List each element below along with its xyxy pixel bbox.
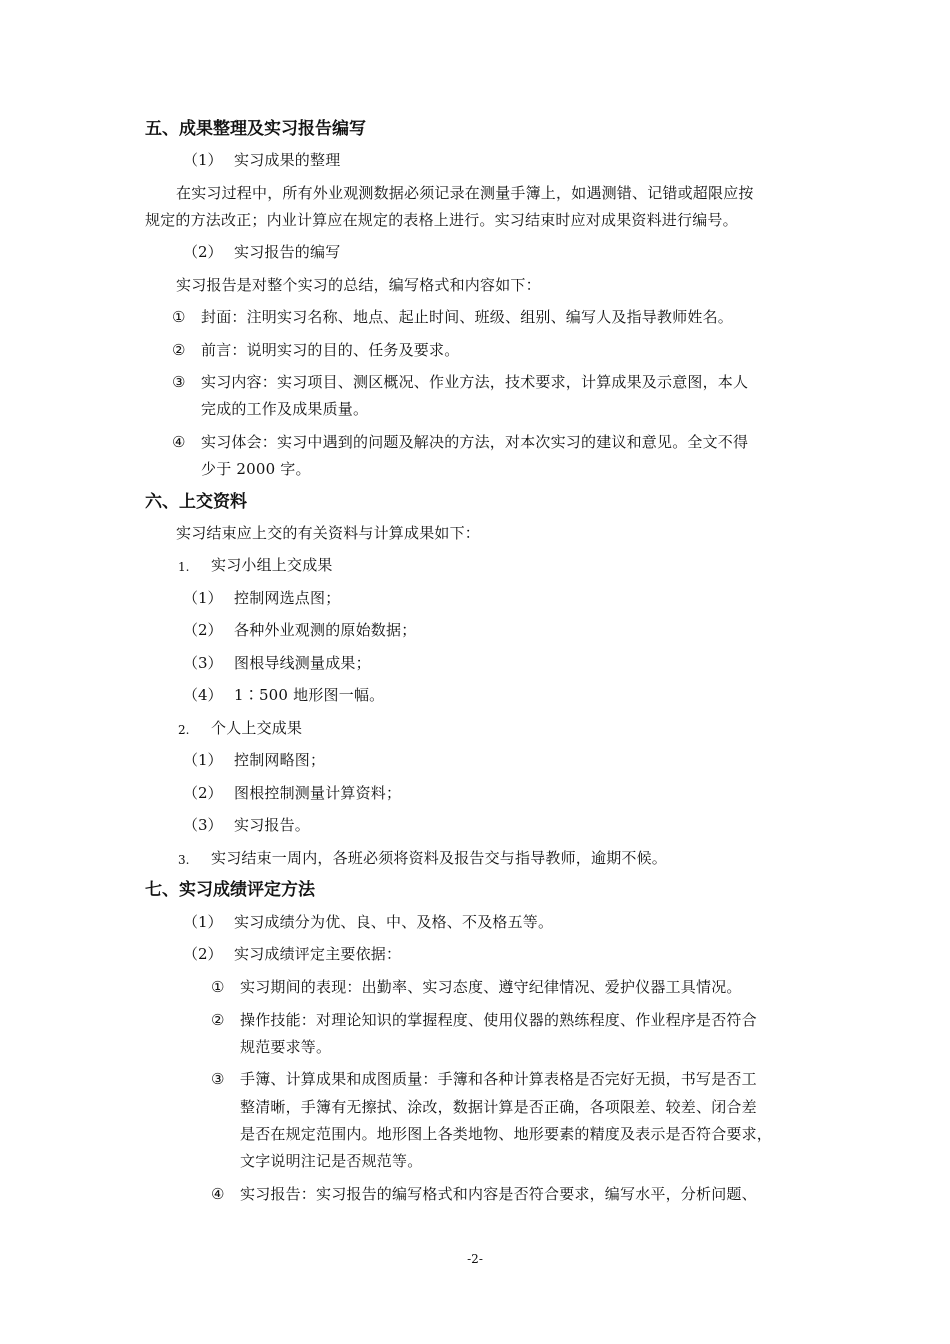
- section-7-list-item-2-line-2: 规范要求等。: [240, 1038, 332, 1056]
- section-5-list-item-3-line-2: 完成的工作及成果质量。: [201, 400, 369, 418]
- section-5-list-marker-2: ②: [172, 341, 186, 359]
- section-6-group-2-item-3-marker: （3）: [183, 816, 223, 834]
- section-6-group-1-item-2-marker: （2）: [183, 621, 223, 639]
- section-7-list-marker-2: ②: [211, 1011, 225, 1029]
- section-7-item-2: 实习成绩评定主要依据：: [234, 945, 402, 963]
- section-7-list-marker-4: ④: [211, 1185, 225, 1203]
- section-5-list-marker-3: ③: [172, 373, 186, 391]
- section-7-item-1-marker: （1）: [183, 913, 223, 931]
- section-6-group-2-item-1: 控制网略图；: [234, 751, 326, 769]
- section-6-group-2-item-3: 实习报告。: [234, 816, 311, 834]
- section-7-list-item-3-line-2: 整清晰，手簿有无擦拭、涂改，数据计算是否正确，各项限差、较差、闭合差: [240, 1098, 757, 1116]
- page-number: -2-: [467, 1252, 483, 1266]
- section-5-paragraph-2: 实习报告是对整个实习的总结，编写格式和内容如下：: [176, 276, 541, 294]
- section-5-list-item-3-line-1: 实习内容：实习项目、测区概况、作业方法，技术要求，计算成果及示意图，本人: [201, 373, 749, 391]
- section-7-list-item-3-line-4: 文字说明注记是否规范等。: [240, 1152, 423, 1170]
- section-6-group-1-item-3-marker: （3）: [183, 654, 223, 672]
- section-6-group-1-label: 实习小组上交成果: [211, 556, 333, 574]
- section-6-group-3-label: 实习结束一周内，各班必须将资料及报告交与指导教师，逾期不候。: [211, 849, 668, 867]
- section-7-list-marker-1: ①: [211, 978, 225, 996]
- section-5-item-1-marker: （1）: [183, 151, 223, 169]
- section-7-item-1: 实习成绩分为优、良、中、及格、不及格五等。: [234, 913, 554, 931]
- section-6-group-1-item-4: 1∶500 地形图一幅。: [234, 686, 385, 704]
- section-5-list-marker-4: ④: [172, 433, 186, 451]
- section-5-item-2-label: 实习报告的编写: [234, 243, 341, 261]
- section-7-list-marker-3: ③: [211, 1070, 225, 1088]
- section-5-list-item-2: 前言：说明实习的目的、任务及要求。: [201, 341, 460, 359]
- section-5-list-item-1: 封面：注明实习名称、地点、起止时间、班级、组别、编写人及指导教师姓名。: [201, 308, 734, 326]
- section-7-list-item-1: 实习期间的表现：出勤率、实习态度、遵守纪律情况、爱护仪器工具情况。: [240, 978, 742, 996]
- section-7-item-2-marker: （2）: [183, 945, 223, 963]
- section-5-list-marker-1: ①: [172, 308, 186, 326]
- section-6-group-1-item-2: 各种外业观测的原始数据；: [234, 621, 417, 639]
- section-6-heading: 六、上交资料: [145, 492, 247, 512]
- section-6-group-2-item-1-marker: （1）: [183, 751, 223, 769]
- section-5-heading: 五、成果整理及实习报告编写: [145, 119, 366, 139]
- section-5-list-item-4-line-1: 实习体会：实习中遇到的问题及解决的方法，对本次实习的建议和意见。全文不得: [201, 433, 749, 451]
- section-6-group-2-marker: 2.: [178, 723, 190, 737]
- section-7-heading: 七、实习成绩评定方法: [145, 880, 315, 900]
- section-6-group-1-item-4-marker: （4）: [183, 686, 223, 704]
- section-5-item-2-marker: （2）: [183, 243, 223, 261]
- section-6-group-1-item-1-marker: （1）: [183, 589, 223, 607]
- section-5-paragraph-1-line-2: 规定的方法改正；内业计算应在规定的表格上进行。实习结束时应对成果资料进行编号。: [145, 211, 738, 229]
- section-6-group-1-item-3: 图根导线测量成果；: [234, 654, 371, 672]
- section-6-group-2-item-2-marker: （2）: [183, 784, 223, 802]
- section-5-paragraph-1-line-1: 在实习过程中，所有外业观测数据必须记录在测量手簿上，如遇测错、记错或超限应按: [176, 184, 754, 202]
- section-7-list-item-4-line-1: 实习报告：实习报告的编写格式和内容是否符合要求，编写水平，分析问题、: [240, 1185, 757, 1203]
- section-7-list-item-3-line-3: 是否在规定范围内。地形图上各类地物、地形要素的精度及表示是否符合要求，: [240, 1125, 773, 1143]
- section-6-group-2-item-2: 图根控制测量计算资料；: [234, 784, 402, 802]
- section-6-group-2-label: 个人上交成果: [211, 719, 303, 737]
- section-7-list-item-3-line-1: 手簿、计算成果和成图质量：手簿和各种计算表格是否完好无损，书写是否工: [240, 1070, 757, 1088]
- section-5-list-item-4-line-2: 少于 2000 字。: [201, 460, 311, 478]
- section-5-item-1-label: 实习成果的整理: [234, 151, 341, 169]
- section-6-group-3-marker: 3.: [178, 853, 190, 867]
- section-6-group-1-marker: 1.: [178, 560, 190, 574]
- section-6-group-1-item-1: 控制网选点图；: [234, 589, 341, 607]
- section-7-list-item-2-line-1: 操作技能：对理论知识的掌握程度、使用仪器的熟练程度、作业程序是否符合: [240, 1011, 757, 1029]
- section-6-intro: 实习结束应上交的有关资料与计算成果如下：: [176, 524, 481, 542]
